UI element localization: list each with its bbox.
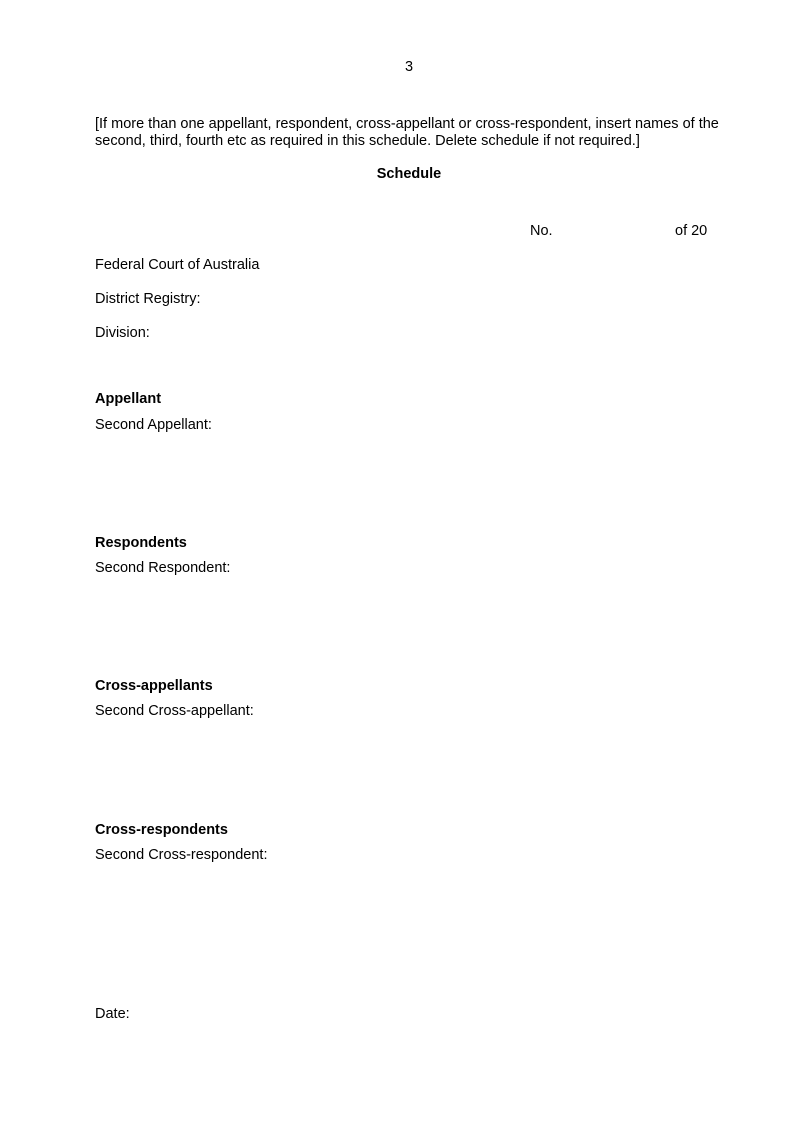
respondents-heading: Respondents	[95, 535, 187, 551]
second-cross-respondent-label: Second Cross-respondent:	[95, 847, 268, 863]
second-cross-appellant-label: Second Cross-appellant:	[95, 703, 254, 719]
court-name: Federal Court of Australia	[95, 257, 260, 273]
district-registry-label: District Registry:	[95, 291, 201, 307]
division-label: Division:	[95, 325, 150, 341]
second-appellant-label: Second Appellant:	[95, 417, 212, 433]
cross-respondents-heading: Cross-respondents	[95, 822, 228, 838]
cross-appellants-heading: Cross-appellants	[95, 678, 213, 694]
second-respondent-label: Second Respondent:	[95, 560, 231, 576]
schedule-instruction: [If more than one appellant, respondent, cross-appellant or cross-respondent, insert names of the second, third, fourth etc as required in this schedule. Delete schedule if not required.]	[95, 116, 719, 149]
page-number: 3	[404, 59, 414, 75]
schedule-title: Schedule	[376, 166, 442, 182]
case-number-label: No.	[530, 223, 553, 239]
case-year-label: of 20	[675, 223, 708, 239]
appellant-heading: Appellant	[95, 391, 162, 407]
date-label: Date:	[95, 1006, 130, 1022]
